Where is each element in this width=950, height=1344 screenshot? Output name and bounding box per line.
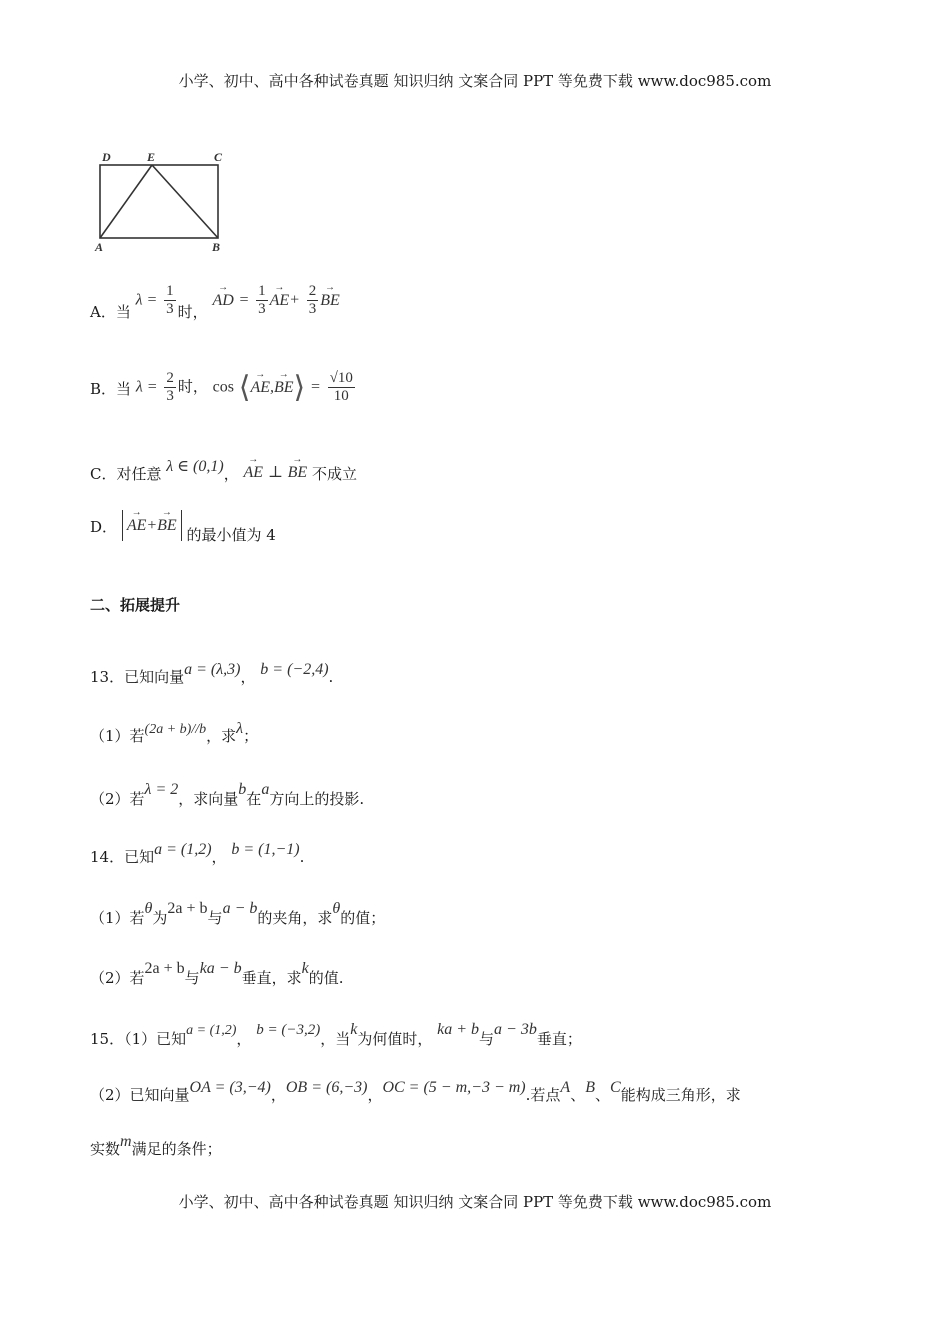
vector-be: → BE <box>157 517 177 535</box>
expr-2a-plus-b: 2a + b <box>167 900 208 917</box>
q15-p1-mid2: 为何值时， <box>357 1030 433 1048</box>
word-yu: 与 <box>184 969 200 987</box>
plus-sign: + <box>289 291 300 309</box>
word-in: 在 <box>246 790 262 808</box>
word-yu: 与 <box>479 1030 495 1048</box>
lambda-range: λ ∈ (0,1) <box>166 458 224 475</box>
q13-p1-mid: ，求 <box>206 727 237 745</box>
cos-text: cos <box>212 378 234 396</box>
q13-p1-math: (2a + b)//b <box>144 722 207 737</box>
vector-be: → BE <box>288 464 308 482</box>
result-frac: $\frac{√10}{10}$ <box>329 370 353 404</box>
q15-p2-pre: （2）已知向量 <box>90 1086 190 1104</box>
q13-part2 <box>90 778 365 808</box>
word-yu: 与 <box>207 909 223 927</box>
option-c <box>90 455 357 483</box>
option-a-label: A．当 <box>90 302 131 321</box>
q14-part2 <box>90 957 344 987</box>
q14-vector-b: b = (1,−1) <box>231 841 300 858</box>
vector-oa: OA = (3,−4) <box>189 1079 271 1096</box>
option-c-tail: 不成立 <box>311 465 357 483</box>
q14-p1-end: 的值； <box>340 909 386 927</box>
var-k: k <box>350 1021 358 1038</box>
lambda-var: λ <box>236 720 244 737</box>
comma: , <box>270 378 274 396</box>
option-b: B．当 λ = $\frac{2}{3}$ 时， cos ⟨→ AE,→ BE⟩ = $\frac{√10}{10}$ <box>90 370 357 405</box>
rectangle-abcd <box>100 165 218 238</box>
sep: ， <box>236 1030 252 1048</box>
var-m: m <box>120 1133 132 1150</box>
page-header: 小学、初中、高中各种试卷真题 知识归纳 文案合同 PPT 等免费下载 www.doc985.com <box>178 72 772 90</box>
vector-ae: → AE <box>270 292 290 310</box>
word-wei: 为 <box>152 909 168 927</box>
dun: 、 <box>595 1086 611 1104</box>
q13-vector-b: b = (−2,4) <box>260 661 329 678</box>
option-a-mid: 时， <box>177 302 208 321</box>
segment-be <box>152 165 218 238</box>
q15-vector-a: a = (1,2) <box>186 1023 237 1038</box>
vector-ad: → AD <box>212 292 233 310</box>
expr-ka-plus-b: ka + b <box>437 1021 480 1038</box>
dun: 、 <box>570 1086 586 1104</box>
var-a: a <box>261 781 270 798</box>
option-b-mid: 时， <box>177 377 208 396</box>
theta: θ <box>144 900 153 917</box>
coef-1: $\frac{1}{3}$ <box>258 283 266 317</box>
q13-p1-pre: （1）若 <box>90 727 145 745</box>
perp-symbol: ⊥ <box>267 464 283 481</box>
segment-ae <box>100 165 152 238</box>
q15-p1-pre: 15．（1）已知 <box>90 1030 187 1048</box>
expr-a-minus-3b: a − 3b <box>494 1021 537 1038</box>
semicolon: ； <box>243 727 259 745</box>
vector-ae: → AE <box>244 464 264 482</box>
point-c: C <box>610 1079 621 1096</box>
sep: ， <box>211 848 227 866</box>
q15-part2 <box>90 1076 741 1104</box>
eq-sign: = <box>310 378 321 396</box>
q15-p3-end: 满足的条件； <box>131 1140 222 1158</box>
q15-p2-end: 能构成三角形，求 <box>620 1086 741 1104</box>
option-b-cond-frac: $\frac{2}{3}$ <box>166 370 174 404</box>
q13-pre: 13．已知向量 <box>90 668 185 686</box>
period: . <box>328 668 334 686</box>
q15-p2-mid: .若点 <box>525 1086 561 1104</box>
q15-part3 <box>90 1130 222 1158</box>
label-e: E <box>147 150 156 164</box>
vector-ob: OB = (6,−3) <box>285 1079 368 1096</box>
geometry-figure <box>90 145 240 255</box>
q15-vector-b: b = (−3,2) <box>256 1022 321 1038</box>
point-a: A <box>560 1079 571 1096</box>
option-b-lambda: λ = <box>135 378 158 396</box>
q13-p2-pre: （2）若 <box>90 790 145 808</box>
q15-p1-end: 垂直； <box>536 1030 582 1048</box>
q13-vector-a: a = (λ,3) <box>184 661 241 678</box>
q15-part1 <box>90 1018 582 1048</box>
q15-p3-pre: 实数 <box>90 1140 121 1158</box>
section-title: 二、拓展提升 <box>90 597 181 614</box>
vector-be: → BE <box>320 292 340 310</box>
vector-ae: → AE <box>250 379 270 397</box>
abs-value <box>122 510 182 541</box>
q14-p1-mid: 的夹角，求 <box>257 909 333 927</box>
var-k: k <box>301 960 309 977</box>
period: . <box>299 848 305 866</box>
q14-pre: 14．已知 <box>90 848 155 866</box>
option-b-label: B．当 <box>90 379 132 398</box>
q14-vector-a: a = (1,2) <box>154 841 212 858</box>
comma: ， <box>223 465 239 483</box>
option-a <box>90 283 340 321</box>
sep: ， <box>270 1086 286 1104</box>
point-b: B <box>585 1079 595 1096</box>
q14-p2-pre: （2）若 <box>90 969 145 987</box>
q13-stem <box>90 658 334 686</box>
label-d: D <box>102 150 111 164</box>
q14-stem <box>90 838 305 866</box>
q14-p2-end: 的值. <box>308 969 344 987</box>
vector-oc: OC = (5 − m,−3 − m) <box>382 1079 526 1096</box>
sep: ， <box>240 668 256 686</box>
label-b: B <box>212 240 221 254</box>
q13-p2-math: λ = 2 <box>144 781 179 798</box>
expr-ka-minus-b: ka − b <box>199 960 242 977</box>
option-a-cond-frac: $\frac{1}{3}$ <box>166 283 174 317</box>
vector-ae: → AE <box>127 517 147 535</box>
option-a-lambda: λ = <box>135 291 158 309</box>
q14-p2-mid: 垂直，求 <box>241 969 302 987</box>
q13-p2-mid: ，求向量 <box>178 790 239 808</box>
theta: θ <box>332 900 341 917</box>
option-d-tail: 的最小值为 4 <box>186 525 276 544</box>
expr-a-minus-b: a − b <box>222 900 258 917</box>
coef-2: $\frac{2}{3}$ <box>308 283 317 317</box>
var-b: b <box>238 781 247 798</box>
page-footer: 小学、初中、高中各种试卷真题 知识归纳 文案合同 PPT 等免费下载 www.doc985.com <box>178 1193 772 1211</box>
q14-part1 <box>90 897 386 927</box>
plus-sign: + <box>146 517 158 534</box>
option-d <box>90 510 276 544</box>
expr-2a-plus-b: 2a + b <box>144 960 185 977</box>
q14-p1-pre: （1）若 <box>90 909 145 927</box>
q15-p1-mid: ，当 <box>320 1030 351 1048</box>
eq-sign: = <box>238 291 250 309</box>
label-a: A <box>95 240 104 254</box>
vector-be: → BE <box>274 379 294 397</box>
label-c: C <box>214 150 223 164</box>
sep: ， <box>367 1086 383 1104</box>
option-d-label: D． <box>90 517 118 536</box>
option-c-label: C．对任意 <box>90 465 162 483</box>
q13-part1 <box>90 717 259 745</box>
q13-p2-end: 方向上的投影. <box>269 790 365 808</box>
